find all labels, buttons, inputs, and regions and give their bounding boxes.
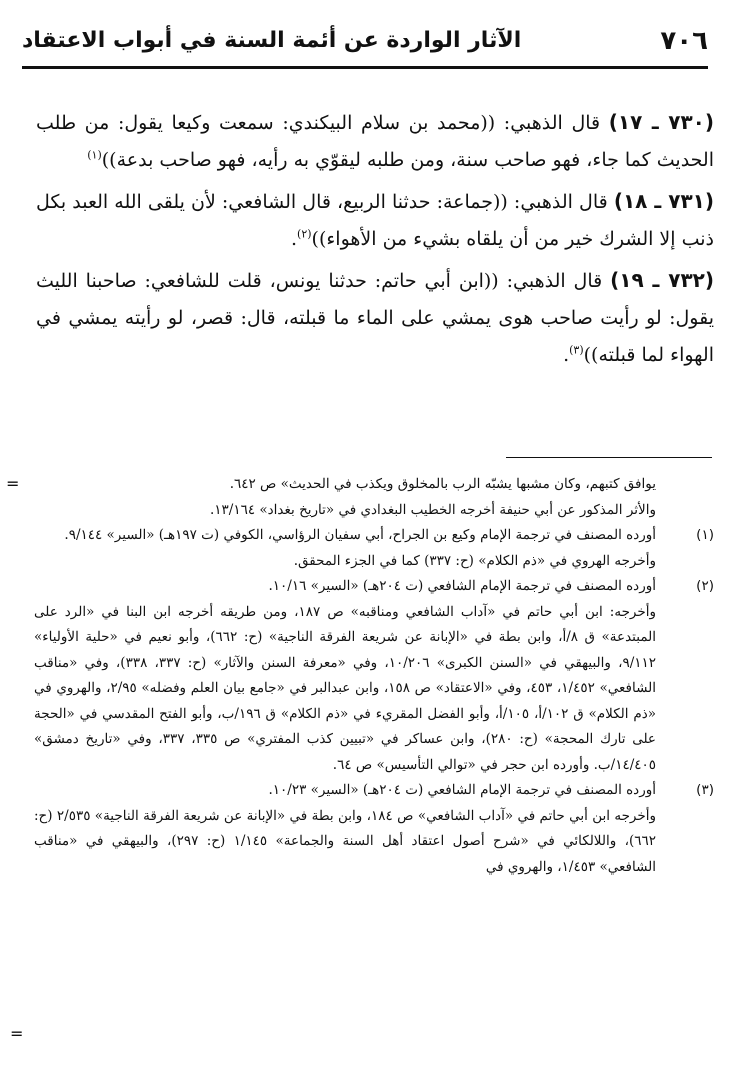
footnotes	[34, 472, 714, 880]
footnote-reference: (٣)	[569, 343, 584, 357]
entry-number: (٧٣٠ ـ ١٧)	[608, 110, 714, 134]
entry-tail: .	[290, 228, 298, 250]
entry-paragraph	[36, 262, 714, 374]
footnote-2	[34, 574, 714, 778]
footnote-separator	[506, 457, 712, 458]
entry-paragraph	[36, 104, 714, 179]
footnote-line: وأخرجه: ابن أبي حاتم في «آداب الشافعي ومناقبه» ص ١٨٧، ومن طريقه أخرجه ابن البنا في «الرد على المبتدعة» ق ٨/أ، وابن بطة في «الإبانة عن شريعة الفرقة الناجية» (ح: ٦٦٢)، وأبو نعيم في «حلية الأولياء» ٩/١١٢، والبيهقي في «السنن الكبرى» ١٠/٢٠٦، وفي «معرفة السنن والآثار» (ح: ٣٣٧، ٣٣٨)، وفي «مناقب الشافعي» ١/٤٥٢، ٤٥٣، وفي «الاعتقاد» ص ١٥٨، وابن عبدالبر في «جامع بيان العلم وفضله» ٢/٩٥، والهروي في «ذم الكلام» ق ١٠٢/أ، ١٠٥/أ، وأبو الفضل المقريء في «ذم الكلام» ق ١٩٦/ب، وأبو الفتح المقدسي في «الحجة على تارك المحجة» (ح: ٢٨٠)، وابن عساكر في «تبيين كذب المفتري» ص ٣٣٥، ٣٣٧، وفي «تاريخ دمشق» ١٤/٤٠٥/ب. وأورده ابن حجر في «توالي التأسيس» ص ٦٤.	[34, 603, 656, 773]
running-title: الآثار الواردة عن أئمة السنة في أبواب الاعتقاد	[22, 28, 522, 53]
footnote-label: (٢)	[696, 578, 714, 594]
footnote-line: أورده المصنف في ترجمة الإمام الشافعي (ت ٢٠٤هـ) «السير» ١٠/٢٣.	[268, 782, 656, 798]
footnote-line: وأخرجه ابن أبي حاتم في «آداب الشافعي» ص ١٨٤، وابن بطة في «الإبانة عن شريعة الفرقة الناجية» ٢/٥٣٥ (ح: ٦٦٢)، واللالكائي في «شرح أصول اعتقاد أهل السنة والجماعة» ١/١٤٥ (ح: ٢٩٧)، والبيهقي في «مناقب الشافعي» ١/٤٥٣، والهروي في	[34, 807, 656, 875]
footnote-reference: (٢)	[297, 227, 312, 241]
footnote-continued	[34, 472, 714, 523]
footnote-3	[34, 778, 714, 880]
footnote-label: (١)	[696, 527, 714, 543]
entry-number: (٧٣٢ ـ ١٩)	[610, 268, 714, 292]
entry-text: قال الذهبي: ((ابن أبي حاتم: حدثنا يونس، قلت للشافعي: صاحبنا الليث يقول: لو رأيت صاحب هوى يمشي على الماء ما قبلته، قال: قصر، لو رأيته يمشي في الهواء لما قبلته))	[36, 270, 714, 366]
entry-number: (٧٣١ ـ ١٨)	[613, 189, 714, 213]
page-header	[22, 22, 708, 69]
footnote-line: أورده المصنف في ترجمة الإمام وكيع بن الجراح، أبي سفيان الرؤاسي، الكوفي (ت ١٩٧هـ) «السير» ٩/١٤٤.	[64, 527, 656, 543]
page-number: ٧٠٦	[660, 26, 708, 56]
footnote-1	[34, 523, 714, 574]
entry-text: قال الذهبي: ((جماعة: حدثنا الربيع، قال الشافعي: لأن يلقى الله العبد بكل ذنب إلا الشرك خير من أن يلقاه بشيء من الأهواء))	[36, 191, 714, 250]
continuation-mark-top: =	[6, 474, 20, 493]
entry-text: قال الذهبي: ((محمد بن سلام البيكندي: سمعت وكيعا يقول: من طلب الحديث كما جاء، فهو صاحب سنة، ومن طلبه ليقوّي به رأيه، فهو صاحب بدعة))	[36, 112, 714, 171]
footnote-line: وأخرجه الهروي في «ذم الكلام» (ح: ٣٣٧) كما في الجزء المحقق.	[293, 552, 656, 569]
footnote-line: يوافق كتبهم، وكان مشبها يشبّه الرب بالمخلوق ويكذب في الحديث» ص ٦٤٢.	[229, 476, 656, 492]
footnote-line: أورده المصنف في ترجمة الإمام الشافعي (ت ٢٠٤هـ) «السير» ١٠/١٦.	[268, 578, 656, 594]
continuation-mark-bottom: =	[10, 1024, 24, 1043]
footnote-line: والأثر المذكور عن أبي حنيفة أخرجه الخطيب البغدادي في «تاريخ بغداد» ١٣/١٦٤.	[210, 501, 656, 518]
footnote-reference: (١)	[87, 148, 102, 162]
entry-tail: .	[563, 344, 570, 366]
footnote-label: (٣)	[696, 782, 714, 798]
entry-paragraph	[36, 183, 714, 258]
main-text	[36, 104, 714, 378]
